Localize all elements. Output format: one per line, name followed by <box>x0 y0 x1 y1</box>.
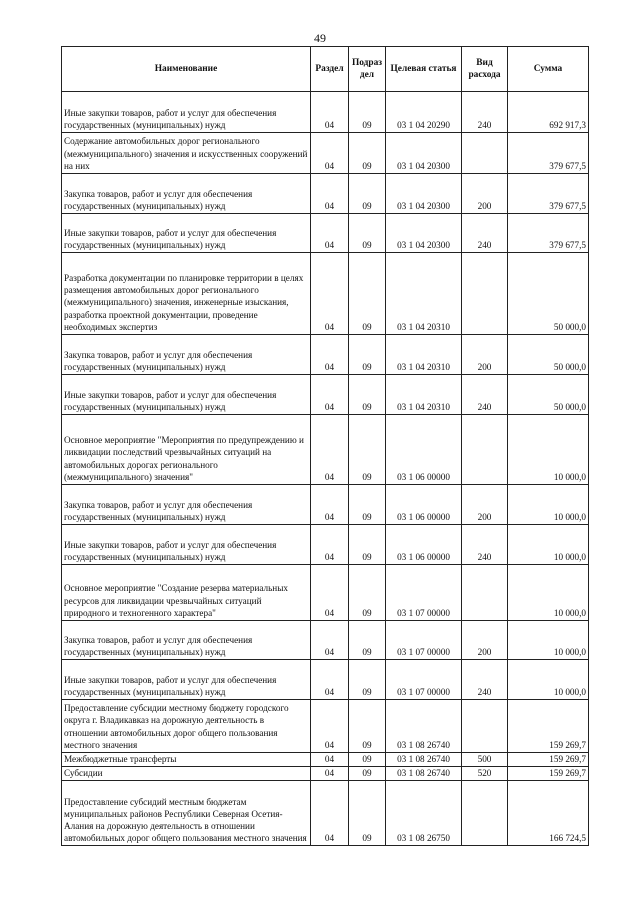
table-row <box>62 660 589 700</box>
row-subsection: 09 <box>349 415 386 485</box>
row-name: Разработка документации по планировке территории в целях размещения автомобильных дорог регионального (межмуниципального) значения, инженерные изыскания, разработка проектной документации, проведение необходимых экспертиз <box>62 253 311 335</box>
row-section: 04 <box>311 525 349 565</box>
row-section: 04 <box>311 781 349 846</box>
row-target-item: 03 1 04 20290 <box>386 92 462 133</box>
row-subsection: 09 <box>349 781 386 846</box>
header-expense-type: Вид расхода <box>462 47 508 92</box>
row-target-item: 03 1 04 20310 <box>386 375 462 415</box>
row-expense-type: 240 <box>462 525 508 565</box>
page-number: 49 <box>314 31 326 45</box>
header-amount: Сумма <box>508 47 589 92</box>
row-expense-type <box>462 565 508 621</box>
row-section: 04 <box>311 700 349 753</box>
table-row <box>62 335 589 375</box>
row-name: Иные закупки товаров, работ и услуг для обеспечения государственных (муниципальных) нужд <box>62 214 311 253</box>
row-subsection: 09 <box>349 133 386 174</box>
table-row <box>62 214 589 253</box>
row-expense-type: 200 <box>462 174 508 214</box>
table-row <box>62 767 589 781</box>
row-section: 04 <box>311 335 349 375</box>
row-target-item: 03 1 04 20310 <box>386 335 462 375</box>
row-subsection: 09 <box>349 253 386 335</box>
row-section: 04 <box>311 375 349 415</box>
table-body <box>62 92 589 846</box>
table-row <box>62 485 589 525</box>
row-target-item: 03 1 08 26740 <box>386 700 462 753</box>
row-name: Иные закупки товаров, работ и услуг для обеспечения государственных (муниципальных) нужд <box>62 660 311 700</box>
row-subsection: 09 <box>349 174 386 214</box>
row-subsection: 09 <box>349 214 386 253</box>
table-row <box>62 753 589 767</box>
row-name: Субсидии <box>62 767 311 781</box>
table-row <box>62 700 589 753</box>
row-section: 04 <box>311 214 349 253</box>
row-target-item: 03 1 08 26740 <box>386 767 462 781</box>
row-amount: 10 000,0 <box>508 660 589 700</box>
row-subsection: 09 <box>349 92 386 133</box>
row-subsection: 09 <box>349 335 386 375</box>
row-section: 04 <box>311 485 349 525</box>
row-name: Основное мероприятие "Мероприятия по предупреждению и ликвидации последствий чрезвычайных ситуаций на автомобильных дорогах регионального (межмуниципального) значения" <box>62 415 311 485</box>
header-target-item: Целевая статья <box>386 47 462 92</box>
row-expense-type <box>462 781 508 846</box>
table-row <box>62 621 589 660</box>
row-amount: 692 917,3 <box>508 92 589 133</box>
row-name: Основное мероприятие "Создание резерва материальных ресурсов для ликвидации чрезвычайных ситуаций природного и техногенного характера" <box>62 565 311 621</box>
row-expense-type: 520 <box>462 767 508 781</box>
row-section: 04 <box>311 565 349 621</box>
row-expense-type: 200 <box>462 335 508 375</box>
header-row <box>62 47 589 92</box>
row-amount: 10 000,0 <box>508 565 589 621</box>
table-row <box>62 375 589 415</box>
row-section: 04 <box>311 92 349 133</box>
row-target-item: 03 1 07 00000 <box>386 565 462 621</box>
budget-table <box>61 46 589 846</box>
row-expense-type <box>462 700 508 753</box>
row-target-item: 03 1 06 00000 <box>386 485 462 525</box>
row-expense-type: 500 <box>462 753 508 767</box>
row-amount: 10 000,0 <box>508 525 589 565</box>
row-target-item: 03 1 08 26740 <box>386 753 462 767</box>
row-target-item: 03 1 04 20310 <box>386 253 462 335</box>
row-amount: 166 724,5 <box>508 781 589 846</box>
row-subsection: 09 <box>349 525 386 565</box>
row-amount: 50 000,0 <box>508 253 589 335</box>
row-section: 04 <box>311 253 349 335</box>
table-row <box>62 253 589 335</box>
row-subsection: 09 <box>349 660 386 700</box>
table-row <box>62 781 589 846</box>
row-section: 04 <box>311 660 349 700</box>
row-target-item: 03 1 08 26750 <box>386 781 462 846</box>
row-name: Иные закупки товаров, работ и услуг для обеспечения государственных (муниципальных) нужд <box>62 92 311 133</box>
row-target-item: 03 1 06 00000 <box>386 415 462 485</box>
row-target-item: 03 1 04 20300 <box>386 214 462 253</box>
row-amount: 379 677,5 <box>508 174 589 214</box>
row-name: Закупка товаров, работ и услуг для обеспечения государственных (муниципальных) нужд <box>62 485 311 525</box>
row-subsection: 09 <box>349 621 386 660</box>
row-section: 04 <box>311 753 349 767</box>
table-row <box>62 92 589 133</box>
row-expense-type: 200 <box>462 621 508 660</box>
row-expense-type: 240 <box>462 375 508 415</box>
row-subsection: 09 <box>349 753 386 767</box>
row-section: 04 <box>311 174 349 214</box>
row-name: Предоставление субсидий местным бюджетам муниципальных районов Республики Северная Осетия-Алания на дорожную деятельность в отношении автомобильных дорог общего пользования местного значения <box>62 781 311 846</box>
row-section: 04 <box>311 621 349 660</box>
row-expense-type: 240 <box>462 92 508 133</box>
table-row <box>62 415 589 485</box>
row-target-item: 03 1 07 00000 <box>386 621 462 660</box>
header-name: Наименование <box>62 47 311 92</box>
table-header <box>62 47 589 92</box>
row-name: Иные закупки товаров, работ и услуг для обеспечения государственных (муниципальных) нужд <box>62 375 311 415</box>
row-amount: 10 000,0 <box>508 621 589 660</box>
row-section: 04 <box>311 767 349 781</box>
row-target-item: 03 1 04 20300 <box>386 133 462 174</box>
row-section: 04 <box>311 133 349 174</box>
row-name: Предоставление субсидии местному бюджету городского округа г. Владикавказ на дорожную деятельность в отношении автомобильных дорог общего пользования местного значения <box>62 700 311 753</box>
table-row <box>62 133 589 174</box>
row-target-item: 03 1 07 00000 <box>386 660 462 700</box>
row-amount: 379 677,5 <box>508 133 589 174</box>
row-subsection: 09 <box>349 375 386 415</box>
row-amount: 50 000,0 <box>508 375 589 415</box>
header-subsection: Подраз дел <box>349 47 386 92</box>
row-name: Закупка товаров, работ и услуг для обеспечения государственных (муниципальных) нужд <box>62 174 311 214</box>
row-expense-type <box>462 415 508 485</box>
row-amount: 159 269,7 <box>508 753 589 767</box>
row-name: Закупка товаров, работ и услуг для обеспечения государственных (муниципальных) нужд <box>62 621 311 660</box>
row-subsection: 09 <box>349 767 386 781</box>
row-name: Межбюджетные трансферты <box>62 753 311 767</box>
row-section: 04 <box>311 415 349 485</box>
row-subsection: 09 <box>349 485 386 525</box>
table-row <box>62 525 589 565</box>
row-amount: 159 269,7 <box>508 700 589 753</box>
row-expense-type: 240 <box>462 660 508 700</box>
row-amount: 50 000,0 <box>508 335 589 375</box>
row-target-item: 03 1 06 00000 <box>386 525 462 565</box>
header-section: Раздел <box>311 47 349 92</box>
row-subsection: 09 <box>349 565 386 621</box>
row-expense-type: 200 <box>462 485 508 525</box>
row-expense-type: 240 <box>462 214 508 253</box>
row-target-item: 03 1 04 20300 <box>386 174 462 214</box>
row-amount: 10 000,0 <box>508 415 589 485</box>
row-name: Содержание автомобильных дорог регионального (межмуниципального) значения и искусственных сооружений на них <box>62 133 311 174</box>
table-row <box>62 565 589 621</box>
table-row <box>62 174 589 214</box>
row-amount: 10 000,0 <box>508 485 589 525</box>
row-amount: 379 677,5 <box>508 214 589 253</box>
row-name: Иные закупки товаров, работ и услуг для обеспечения государственных (муниципальных) нужд <box>62 525 311 565</box>
row-amount: 159 269,7 <box>508 767 589 781</box>
row-expense-type <box>462 253 508 335</box>
row-name: Закупка товаров, работ и услуг для обеспечения государственных (муниципальных) нужд <box>62 335 311 375</box>
row-expense-type <box>462 133 508 174</box>
row-subsection: 09 <box>349 700 386 753</box>
